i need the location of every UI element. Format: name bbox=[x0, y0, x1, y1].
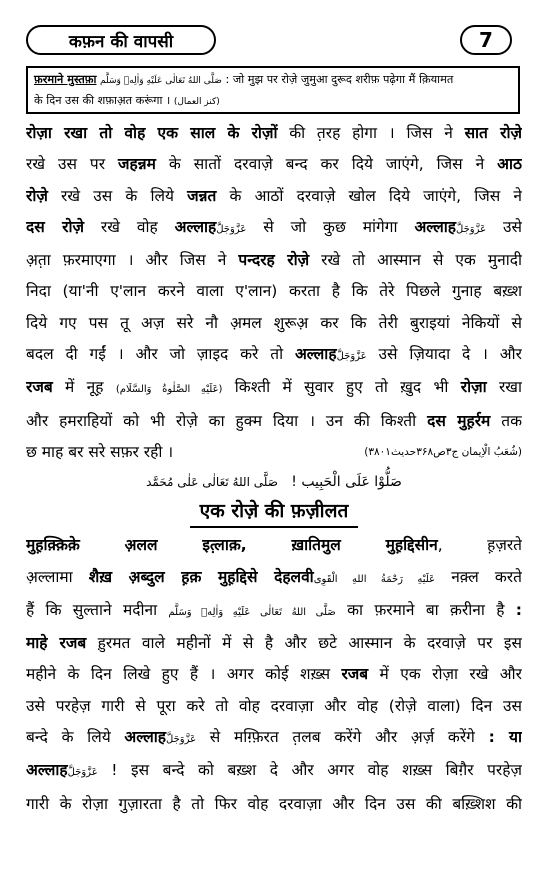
text-span: छ माह बर सरे सफ़र रही । bbox=[26, 442, 174, 461]
text-line bbox=[26, 530, 522, 561]
section-heading-wrap bbox=[26, 496, 522, 530]
text-span: के आठों दरवाज़े खोल दिये जाएंगे, जिस ने bbox=[216, 186, 522, 205]
text-span: अ़त़ा फ़रमाएगा । और जिस ने bbox=[26, 251, 239, 270]
text-span: से मग़्फ़िरत त़लब करेंगे और अ़र्ज़ करेंगे bbox=[196, 728, 489, 747]
text-span: अल्लाह bbox=[294, 345, 337, 364]
text-line bbox=[26, 149, 522, 180]
text-span: रखा bbox=[486, 378, 522, 397]
text-span: दस मुह़र्रम bbox=[427, 411, 491, 430]
honorific-text: عَزَّوَجَلَّ bbox=[216, 223, 247, 235]
text-span: रोज़ा bbox=[460, 378, 487, 397]
text-span: ! इस बन्दे को बख़्श दे और अगर वोह शख़्स बिग़ैर परहेज़ bbox=[97, 761, 522, 780]
text-span: एक साल के रोज़ों bbox=[157, 124, 278, 142]
hadith-text-1: : जो मुझ पर रोज़े जुमुआ दुरूद शरीफ़ पढ़ेगा मैं क़ियामत bbox=[225, 73, 454, 86]
text-span: माहे रजब bbox=[26, 634, 87, 653]
hadith-label: फ़रमाने मुस्तफ़ा bbox=[34, 73, 97, 86]
text-span: नक़्ल करते bbox=[435, 567, 522, 586]
text-line bbox=[26, 755, 522, 788]
text-line bbox=[26, 562, 522, 595]
honorific-text: عَزَّوَجَلَّ bbox=[336, 351, 367, 363]
hadith-line-1 bbox=[34, 70, 512, 91]
text-span: रखे तो आस्मान से एक मुनादी bbox=[309, 251, 522, 270]
honorific-text: (عَلَيْهِ الصَّلٰوةُ وَالسَّلَام) bbox=[115, 384, 223, 396]
text-span: रखे उस के लिये bbox=[47, 186, 188, 205]
salawat-call: صَلُّوْا عَلَی الْحَبِیب ! bbox=[291, 474, 402, 491]
text-span: ह़ुरमत वाले महीनों में से है और छटे आस्मान के दरवाज़े पर इस bbox=[86, 634, 522, 653]
text-span: अल्लाह bbox=[414, 217, 457, 236]
text-line: निदा (या'नी ए'लान करने वाला ए'लान) करता है कि तेरे पिछले गुनाह बख़्श bbox=[26, 282, 522, 301]
hadith-line-2 bbox=[34, 91, 512, 112]
text-span: में एक रोज़ा रखे और bbox=[368, 665, 522, 684]
text-span: अल्लाह bbox=[124, 728, 166, 747]
text-span: रोज़े bbox=[26, 186, 48, 205]
text-span: का फ़रमाने बा क़रीना है bbox=[335, 600, 516, 619]
honorific-text: عَزَّوَجَلَّ bbox=[67, 767, 98, 779]
text-span: : या bbox=[488, 728, 522, 747]
text-span: उसे bbox=[486, 217, 522, 236]
text-span: रखे उस पर bbox=[26, 155, 119, 174]
text-span: दस रोज़े bbox=[26, 217, 84, 236]
salawat bbox=[26, 468, 522, 496]
text-span: से जो कुछ मांगेगा bbox=[246, 217, 415, 236]
text-span: रखे वोह bbox=[83, 217, 175, 236]
text-span: रजब bbox=[341, 665, 369, 684]
text-line bbox=[26, 406, 522, 437]
text-span: , ह़ज़रते bbox=[437, 536, 522, 555]
text-line bbox=[26, 245, 522, 276]
salawat-response: صَلَّی اللهُ تَعَالٰی عَلٰی مُحَمَّد bbox=[146, 475, 278, 490]
honorific-text: عَزَّوَجَلَّ bbox=[456, 223, 487, 235]
text-line bbox=[26, 722, 522, 755]
hadith-text-2: के दिन उस की शफ़ाअ़त करूंगा । bbox=[34, 94, 171, 107]
text-span: तक bbox=[490, 411, 522, 430]
text-span: महीने के दिन लिखे हुए हैं । अगर कोई शख़्स bbox=[26, 665, 342, 684]
text-line bbox=[26, 437, 522, 468]
honorific-text: عَلَيْهِ رَحْمَةُ اللهِ الْقَوِى bbox=[313, 573, 436, 585]
text-span: सात रोज़े bbox=[464, 124, 522, 142]
hadith-box bbox=[26, 66, 520, 114]
text-span: रजब bbox=[26, 378, 53, 397]
text-span: अल्लाह bbox=[174, 217, 217, 236]
text-span: किश्ती में सुवार हुए तो ख़ुद भी bbox=[222, 378, 461, 397]
text-span: के सातों दरवाज़े बन्द कर दिये जाएंगे, जिस ने bbox=[155, 155, 498, 174]
text-line bbox=[26, 372, 522, 405]
text-span: की त़रह होगा । जिस ने bbox=[277, 124, 465, 142]
text-span: बन्दे के लिये bbox=[26, 728, 125, 747]
text-span: अल्लाह bbox=[26, 761, 68, 780]
text-span: में नूह़ bbox=[52, 378, 116, 397]
text-span: शैख़ अ़ब्दुल ह़क़ मुह़द्दिसे देहलवी bbox=[88, 567, 314, 586]
text-span: बदल दी गईं । और जो ज़ाइद करे तो bbox=[26, 345, 295, 364]
hadith-source: (کنز العمال) bbox=[173, 97, 220, 107]
text-span: जहन्नम bbox=[118, 155, 156, 174]
text-span: अ़ल्लामा bbox=[26, 567, 89, 586]
page-header bbox=[26, 22, 520, 62]
text-line bbox=[26, 595, 522, 628]
honorific-text: عَزَّوَجَلَّ bbox=[166, 734, 197, 746]
text-line bbox=[26, 339, 522, 372]
book-title: कफ़न की वापसी bbox=[26, 25, 216, 55]
text-line: उसे परहेज़ गारी से पूरा करे तो वोह दरवाज़ा और वोह (रोज़े वाला) दिन उस bbox=[26, 696, 522, 715]
text-span: : bbox=[515, 600, 522, 619]
page-content bbox=[26, 118, 522, 820]
text-span: पन्दरह रोज़े bbox=[238, 251, 310, 270]
text-span: और हमराहियों को भी रोज़े का हुक्म दिया । उन की किश्ती bbox=[26, 411, 428, 430]
honorific-text: صَلَّى اللهُ تَعَالٰى عَلَيْهِ وَاٰلِهٖ وَسَلَّم bbox=[168, 606, 336, 618]
text-line bbox=[26, 628, 522, 659]
text-span: हैं कि सुल्ताने मदीना bbox=[26, 600, 169, 619]
text-line bbox=[26, 181, 522, 212]
text-line bbox=[26, 659, 522, 690]
text-span: रोज़ा रखा तो वोह bbox=[26, 124, 158, 142]
text-span: उसे ज़ियादा दे । और bbox=[366, 345, 522, 364]
text-line bbox=[26, 212, 522, 245]
text-span: जन्नत bbox=[187, 186, 217, 205]
reference-citation: (شُعَبُ الْاِیمان ج۳ص۳۶۸حدیث۳۸۰۱) bbox=[364, 445, 522, 458]
page-number: 7 bbox=[460, 25, 512, 55]
text-line bbox=[26, 118, 522, 149]
text-span: आठ bbox=[497, 155, 522, 174]
text-line: दिये गए पस तू अज़ सरे नौ अ़मल शुरूअ़ कर कि तेरी बुराइयां नेकियों से bbox=[26, 313, 522, 332]
text-line: गारी के रोज़ा गुज़ारता है तो फिर वोह दरवाज़ा और दिन उस की बख़्शिश की bbox=[26, 794, 522, 813]
section-heading: एक रोज़े की फ़ज़ीलत bbox=[190, 496, 359, 528]
honorific-text: صَلَّى اللهُ تَعَالٰى عَلَيْهِ وَاٰلِهٖ وَسَلَّم bbox=[100, 76, 222, 86]
text-span: मुह़क़्क़िक़े अ़लल इत़्लाक़, ख़ातिमुल मुह़द्दिसीन bbox=[26, 536, 438, 555]
